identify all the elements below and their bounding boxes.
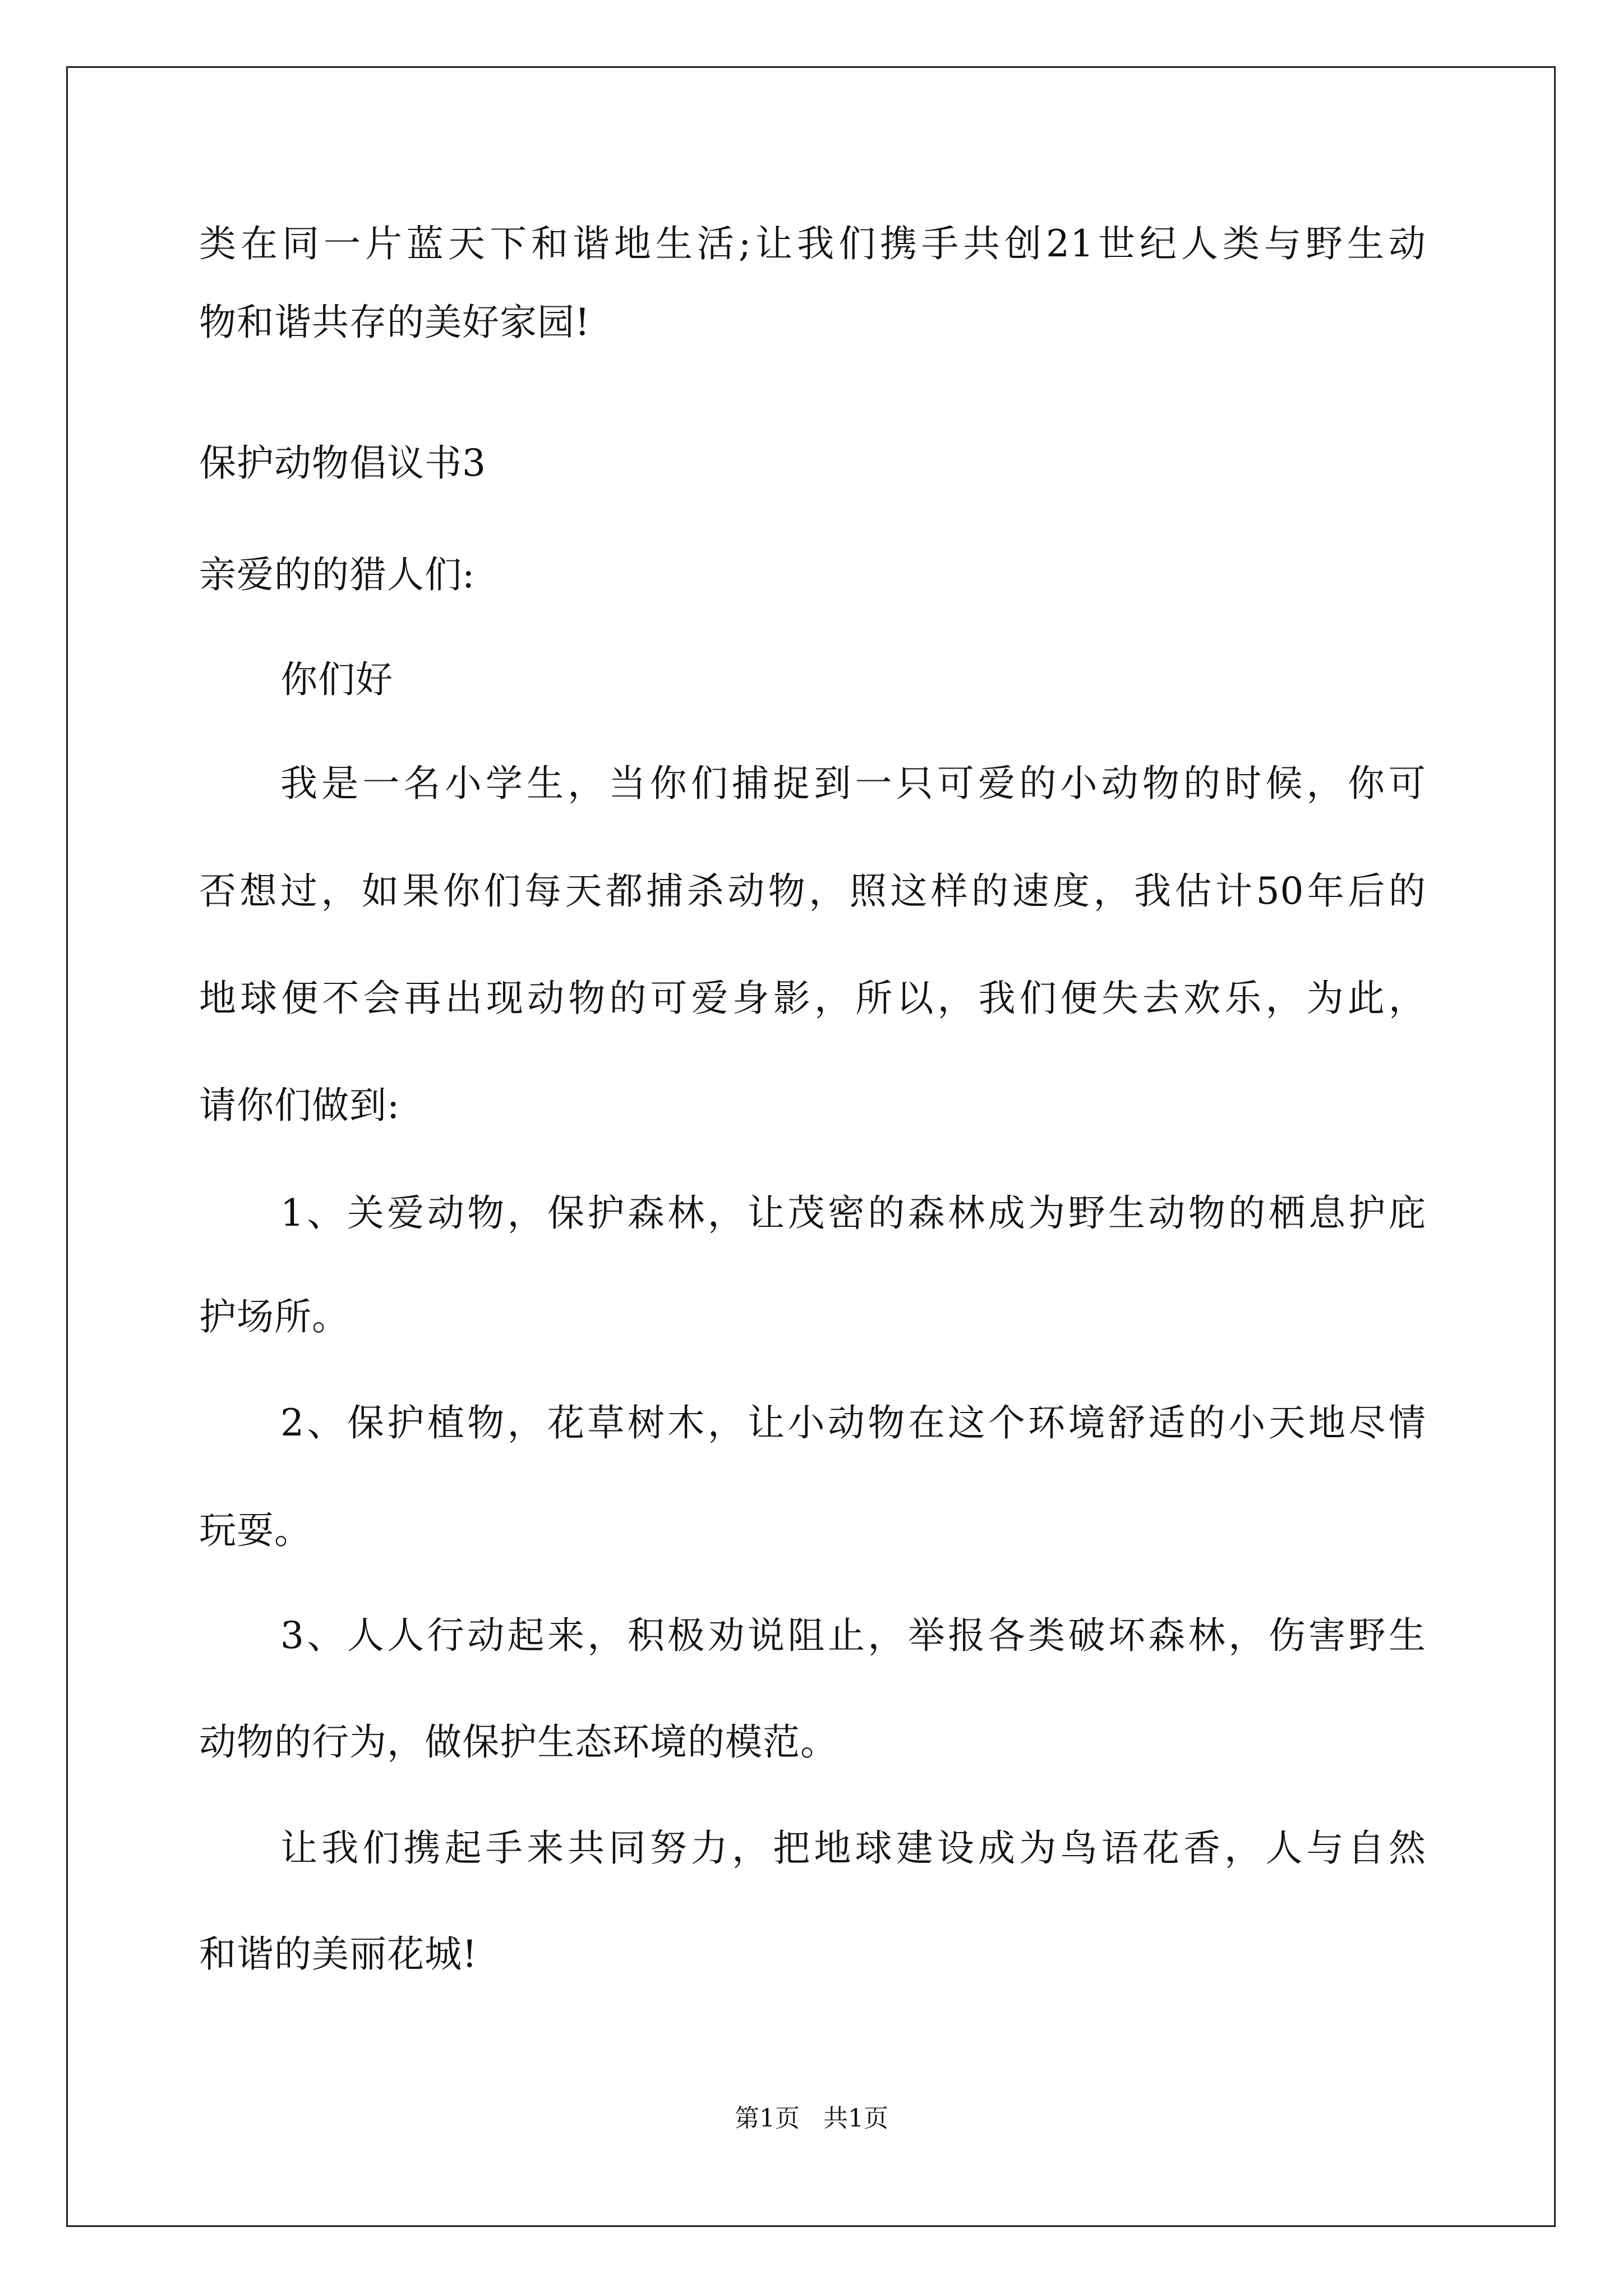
page-number-footer: 第1页 共1页 [735, 2104, 888, 2133]
salutation: 亲爱的的猎人们: [199, 553, 476, 596]
greeting: 你们好 [280, 658, 393, 701]
list-item-line: 1、关爱动物，保护森林，让茂密的森林成为野生动物的栖息护庇 [280, 1191, 1426, 1235]
list-item-line: 3、人人行动起来，积极劝说阻止，举报各类破坏森林，伤害野生 [280, 1614, 1426, 1657]
list-item-line: 动物的行为，做保护生态环境的模范。 [199, 1720, 838, 1764]
paragraph-line: 物和谐共存的美好家园! [199, 301, 591, 344]
paragraph-line: 请你们做到: [199, 1084, 400, 1127]
paragraph-line: 我是一名小学生，当你们捕捉到一只可爱的小动物的时候，你可 [280, 762, 1426, 805]
page-border [66, 66, 1556, 2227]
paragraph-line: 地球便不会再出现动物的可爱身影，所以，我们便失去欢乐，为此， [199, 977, 1426, 1020]
list-item-line: 护场所。 [199, 1295, 349, 1338]
section-title: 保护动物倡议书3 [199, 441, 486, 485]
paragraph-line: 和谐的美丽花城! [199, 1932, 478, 1976]
paragraph-line: 让我们携起手来共同努力，把地球建设成为鸟语花香，人与自然 [280, 1826, 1426, 1870]
list-item-line: 2、保护植物，花草树木，让小动物在这个环境舒适的小天地尽情 [280, 1401, 1426, 1444]
paragraph-line: 类在同一片蓝天下和谐地生活;让我们携手共创21世纪人类与野生动 [199, 222, 1426, 265]
paragraph-line: 否想过，如果你们每天都捕杀动物，照这样的速度，我估计50年后的 [199, 869, 1426, 913]
list-item-line: 玩耍。 [199, 1509, 312, 1552]
